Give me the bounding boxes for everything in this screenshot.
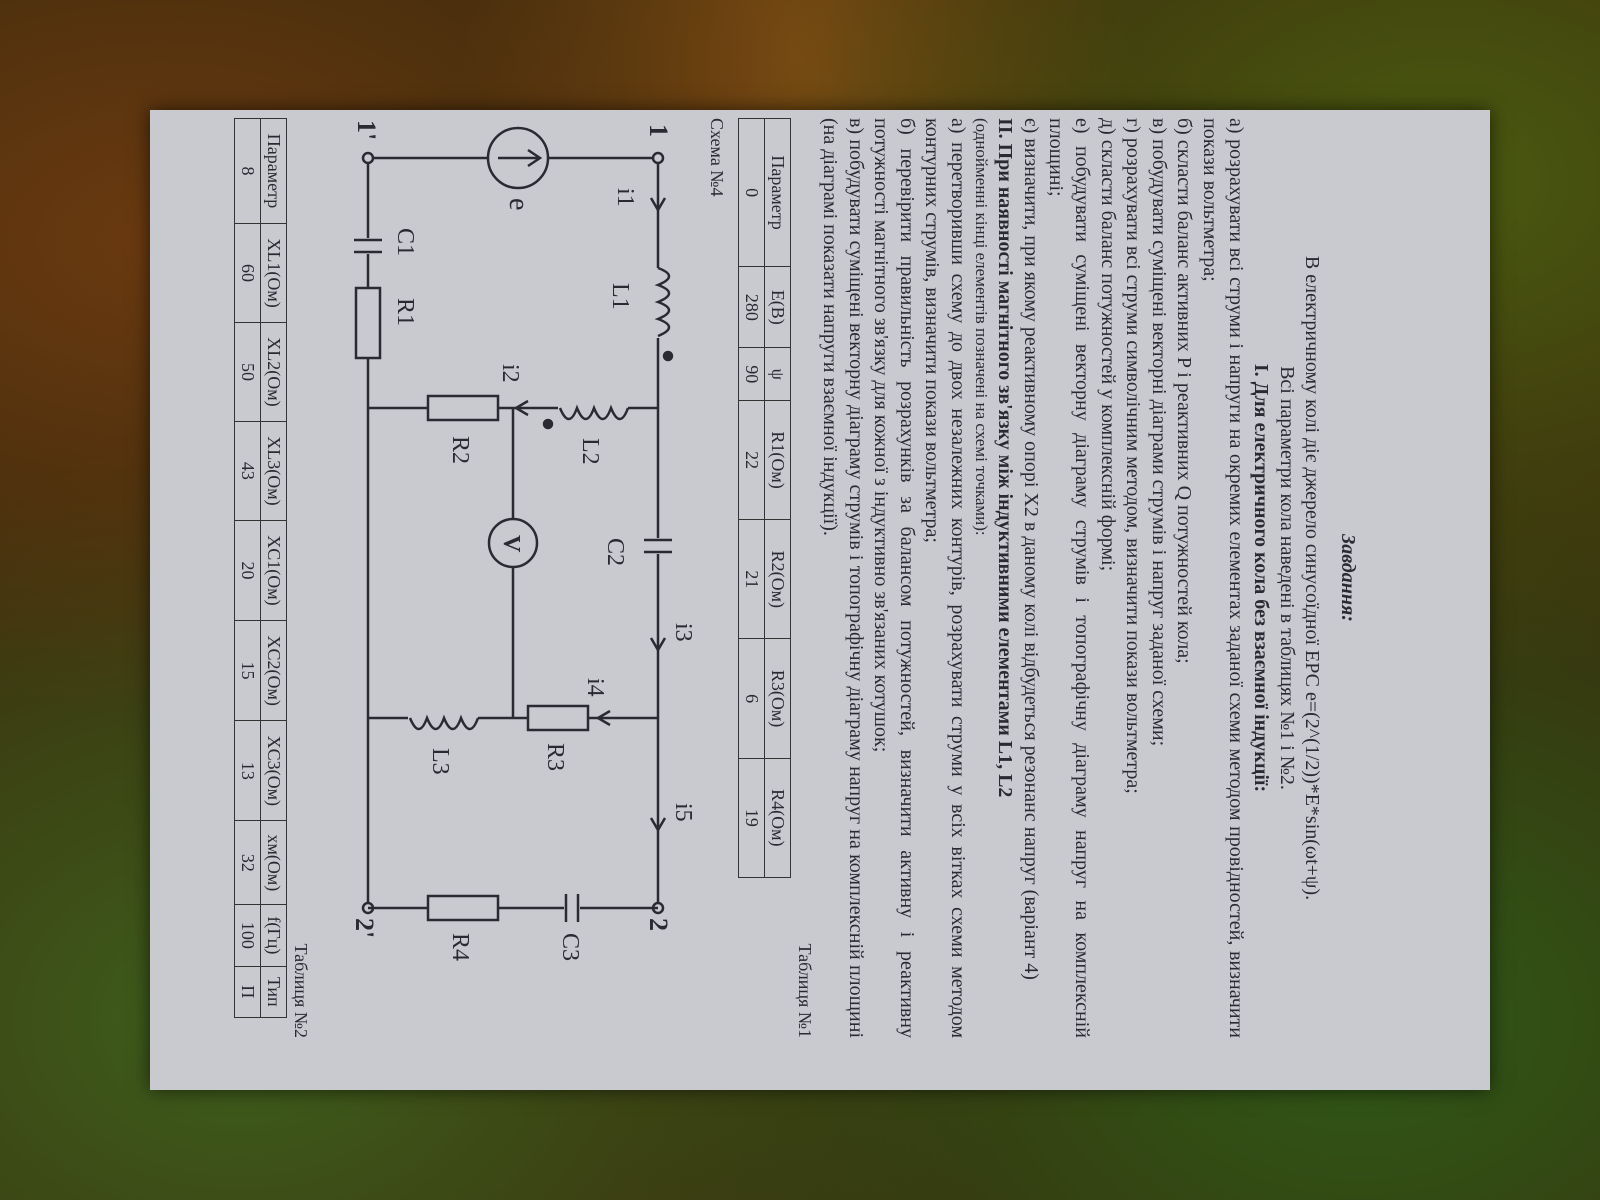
i5-label: i5 (670, 803, 697, 822)
source-e-label: e (503, 198, 535, 211)
part1-heading: I. Для електричного кола без взаємної індукції: (1250, 363, 1273, 793)
table1-header-cell: R3(Ом) (765, 639, 791, 758)
r2-resistor (428, 396, 498, 420)
table2-cell: 100 (235, 905, 261, 966)
r2-label: R2 (447, 436, 474, 465)
intro-line-1: В електричному колі діє джерело синусоїдної ЕРС e=(2^(1/2))*E*sin(ωt+ψ). (1301, 255, 1324, 901)
table1-cell: 19 (739, 758, 765, 877)
c2-label: C2 (602, 538, 629, 567)
schema-label: Схема №4 (707, 118, 728, 197)
table1-cell: 280 (739, 267, 765, 348)
table2-header-cell: XL2(Ом) (261, 323, 287, 422)
table2-header-cell: f(Гц) (261, 905, 287, 966)
part1-item: д) скласти баланс потужностей у комплексній формі; (1096, 118, 1119, 572)
table1-header-row (765, 119, 791, 878)
c1-label: C1 (392, 228, 419, 257)
r4-resistor (428, 896, 498, 920)
table2-header-cell: XL1(Ом) (261, 224, 287, 323)
table1-cell: 21 (739, 520, 765, 639)
table2-cell: 8 (235, 119, 261, 224)
l3-label: L3 (427, 748, 454, 775)
part1-item: а) розрахувати всі струми і напруги на окремих елементах заданої схеми методом провідностей, визначити покази вольтметра; (1199, 118, 1247, 1038)
table1-data-row (739, 119, 765, 878)
terminal-1prime (363, 153, 373, 163)
node-1prime-label: 1' (352, 120, 382, 141)
table1 (738, 118, 791, 878)
c3-label: C3 (557, 933, 584, 962)
document-page (40, 118, 1360, 1038)
terminal-1 (653, 153, 663, 163)
table2-header-cell: XC3(Ом) (261, 721, 287, 821)
table1-cell: 0 (739, 119, 765, 267)
part1-item: б) скласти баланс активних P і реактивних Q потужностей кола; (1173, 118, 1196, 664)
part2-item: в) побудувати суміщені векторну діаграму струмів і топографічну діаграму напруг на комплексній площині (на діаграмі показати напруги взаємної індукції). (818, 118, 867, 1038)
table1-header-cell: R4(Ом) (765, 758, 791, 877)
part2-heading: II. При наявності магнітного зв'язку між індуктивними елементами L1, L2 (994, 118, 1017, 798)
table2-cell: 13 (235, 721, 261, 821)
part1-item: е) побудувати суміщені векторну діаграму струмів і топографічну діаграму напруг на комплексній площині; (1045, 118, 1094, 1038)
r4-label: R4 (447, 933, 474, 962)
circuit-diagram (318, 118, 698, 1018)
table1-cell: 22 (739, 400, 765, 519)
i1-label: i1 (612, 188, 639, 207)
table2-cell: 32 (235, 821, 261, 905)
part2-item: б) перевірити правильність розрахунків за балансом потужностей, визначити активну і реактивну потужності магнітного зв'язку для кожної з індуктивно зв'язаних котушок; (870, 118, 918, 1038)
table2-cell: 60 (235, 224, 261, 323)
node-1-label: 1 (644, 124, 674, 137)
table1-header-cell: Параметр (765, 119, 791, 267)
doc-title: Завдання: (1337, 534, 1359, 622)
table2-header-cell: XC2(Ом) (261, 621, 287, 721)
table2-cell: 43 (235, 421, 261, 520)
table2-cell: 50 (235, 323, 261, 422)
schema-block (312, 118, 732, 1038)
l1-label: L1 (607, 283, 634, 310)
i3-label: i3 (670, 623, 697, 642)
table2-data-row (235, 119, 261, 1018)
part1-item: в) побудувати суміщені векторні діаграми струмів і напруг заданої схеми; (1147, 118, 1170, 747)
l2-dot (544, 420, 552, 428)
r1-label: R1 (392, 298, 419, 327)
part1-item: є) визначити, при якому реактивному опорі X2 в даному колі відбудеться резонанс напруг (варіант 4) (1019, 118, 1042, 980)
table2-cell: 20 (235, 520, 261, 620)
intro-line-2: Всі параметри кола наведені в таблицях №1 і №2. (1275, 366, 1298, 790)
table1-header-cell: E(B) (765, 267, 791, 348)
part2-subheading: (однойменні кінці елементів позначені на схемі точками): (971, 118, 991, 536)
r3-label: R3 (542, 743, 569, 772)
table2-header-cell: xм(Ом) (261, 821, 287, 905)
voltmeter-label: V (498, 535, 525, 553)
table1-cell: 6 (739, 639, 765, 758)
i4-label: i4 (582, 678, 609, 697)
table2-header-cell: Тип (261, 966, 287, 1017)
part1-item: г) розрахувати всі струми символічним методом, визначити покази вольтметра; (1122, 118, 1145, 794)
table2 (234, 118, 287, 1018)
r3-resistor (528, 706, 588, 730)
part2-item: а) перетворивши схему до двох незалежних контурів, розрахувати струми у всіх вітках схеми методом контурних струмів, визначити покази вольтметра; (921, 118, 969, 1038)
node-2prime-label: 2' (350, 918, 380, 939)
r1-resistor (356, 288, 380, 358)
table1-header-cell: ψ (765, 348, 791, 401)
table1-header-cell: R1(Ом) (765, 400, 791, 519)
table2-cell: П (235, 966, 261, 1017)
table1-header-cell: R2(Ом) (765, 520, 791, 639)
node-2-label: 2 (644, 918, 674, 931)
l1-dot (664, 352, 672, 360)
table2-cell: 15 (235, 621, 261, 721)
table2-header-row (261, 119, 287, 1018)
i2-label: i2 (497, 364, 524, 383)
table2-header-cell: XL3(Ом) (261, 421, 287, 520)
table1-cell: 90 (739, 348, 765, 401)
table2-header-cell: Параметр (261, 119, 287, 224)
table2-caption: Таблиця №2 (291, 943, 312, 1038)
table2-header-cell: XC1(Ом) (261, 520, 287, 620)
l2-label: L2 (577, 438, 604, 465)
table1-caption: Таблиця №1 (795, 943, 816, 1038)
